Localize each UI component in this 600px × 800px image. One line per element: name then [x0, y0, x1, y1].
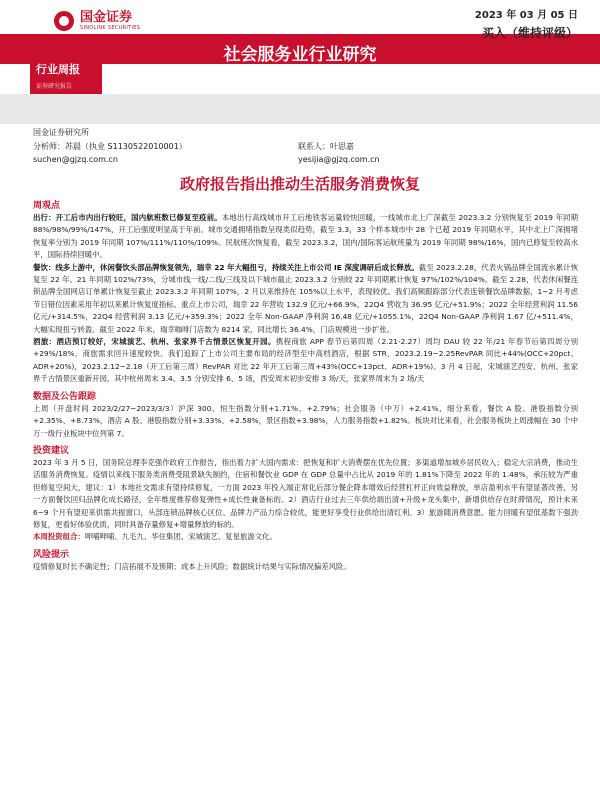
company-logo	[54, 11, 140, 31]
paragraph-risk: 疫情修复时长不确定性；门店拓展不及预期；成本上升风险；数据统计结果与实际情况偏差风险。	[33, 561, 351, 571]
contact-email[interactable]: yesijia@gjzq.com.cn	[298, 155, 380, 164]
section-investment-advice: 投资建议	[33, 445, 70, 456]
paragraph-text: 携程商旅 APP 春节后第四周（2.21-2.27）周均 DAU 较 22 年/21 年春节后第四周分别+29%/18%，商旅需求回升速度较快。我们追踪了上市公司主要布局的经济型至中高档酒店，根据 STR，2023.2.19~2.25RevPAR 同比+44%(OCC+20pct、ADR+20%)，2023.2.12~2.18（开工后第三周）RevPAR 对比 22 年开工后第三周+43%(OCC+13pct、ADR+19%)。3 月 4 日起，宋城演艺西安、杭州、张家界千古情景区重新开园，其中杭州周末 3.4、3.5 分别安排 6、5 场，西安周末初步安排 3 场/天，张家界周末为 2 场/天	[33, 337, 578, 384]
contact-info: 联系人：叶思嘉	[298, 142, 354, 151]
analyst-email[interactable]: suchen@gjzq.com.cn	[33, 155, 118, 164]
logo-cn: 国金证券	[80, 10, 133, 25]
report-subcategory: 证券研究报告	[36, 83, 73, 90]
header-gray-bar	[0, 94, 600, 124]
org-name: 国金证券研究所	[33, 128, 89, 137]
analyst-info: 分析师：苏晨（执业 S1130522010001）	[33, 142, 187, 151]
report-title: 政府报告指出推动生活服务消费恢复	[179, 175, 420, 193]
report-type-box	[30, 56, 102, 94]
paragraph-hotel-travel	[33, 336, 578, 386]
section-risk: 风险提示	[33, 549, 70, 560]
section-data-tracking: 数据及公告跟踪	[33, 391, 97, 402]
paragraph-lead: 酒旅：酒店预订较好，宋城演艺、杭州、张家界千古情景区恢复开园。	[33, 337, 276, 347]
portfolio-line	[33, 531, 578, 543]
logo-en: SINOLINK SECURITIES	[80, 25, 141, 31]
paragraph-text: 截至 2023.2.28，代表火锅品牌全国流水累计恢复至 22 年、21 年同期 102%/73%，分城市线一线/二线/三线及以下城市截止 2023.3.2 分别较 22 年同期累计恢复 97%/102%/104%。截至 2.28，代表休闲餐连锁品牌全国网店订单累计恢复至截止 2023.3.2 年同期 107%，2 月以来维持在 105%以上水平，表现较优。我们高频跟踪部分代表连锁餐饮品牌数据，1~2 月考虑节日错位因素采用年初以来累计恢复度指标。重点上市公司，瑞幸 22 年营收 132.9 亿元/+66.9%，22Q4 营收为 36.95 亿元/+51.9%；2022 全年经营利润 11.56 亿元/+314.5%，22Q4 经营利润 3.13 亿元/+359.3%；2022 全年 Non-GAAP 净利润 16.48 亿元/+1055.1%，22Q4 Non-GAAP 净利润 1.67 亿/+511.4%，大幅实现扭亏转盈。截至 2022 年末，瑞幸咖啡门店数为 8214 家，同比增长 36.4%，门店规模进一步扩张。	[33, 262, 578, 334]
report-date: 2023 年 03 月 05 日	[474, 10, 578, 21]
paragraph-text: 本地出行高线城市开工后地铁客运量较快回暖，一线城市北上广深截至 2023.3.2 分别恢复至 2019 年同期 88%/98%/99%/147%，开工后强度明显高于年前。城市交通拥堵指数呈现类似趋势，截至 3.3，33 个样本城市中 28 个已超 2019 年同期水平，其中北上广深拥堵恢复率分别为 2019 年同期 107%/111%/110%/109%。民航班次恢复看，截至 2023.3.2，国内/国际客运航班量为 2019 年同期 98%/16%，国内已修复至较高水平，国际持续回暖中。	[33, 213, 578, 260]
report-category: 行业周报	[36, 63, 80, 76]
paragraph-lead: 出行：开工后市内出行较旺，国内航班数已修复至疫前。	[33, 213, 222, 222]
section-weekly-view: 周观点	[33, 201, 61, 211]
paragraph-catering	[33, 262, 578, 336]
logo-icon	[54, 11, 74, 31]
paragraph-lead: 餐饮：线多上游中，休闲餐饮头部品牌恢复领先，瑞幸 22 年大幅扭亏，持续关注上市公司 IE 深度调研后成长释放。	[33, 262, 419, 272]
report-body	[33, 195, 578, 573]
paragraph-travel	[33, 212, 578, 262]
industry-title: 社会服务业行业研究	[223, 45, 377, 65]
rating-badge: 买入（维持评级）	[481, 26, 578, 40]
portfolio-label: 本周投资组合：	[33, 532, 85, 542]
paragraph-advice: 2023 年 3 月 5 日，国务院总理李克强作政府工作报告，指出着力扩大国内需求：把恢复和扩大消费摆在优先位置；多渠道增加城乡居民收入；稳定大宗消费，推动生活服务消费恢复。疫情以来线下服务类消费受阻景缺失制约，住宿和餐饮业 GDP 在 GDP 总量中占比从 2019 年的 1.81%下降至 2022 年的 1.48%，承压较为严重但修复空间大，建议：1）本地社交需求有望持续修复，一方面 2023 年投入端正常化后部分餐企降本增效后经营杠杆正向效益释放，单店盈利水平有望显著改善，另一方面餐饮回归品牌化成长路径，全年维度推荐修复弹性+成长性兼备标的。2）酒店行业过去三年供给端出清+升级+龙头集中，新增供给存在时滞情况，预计未来 6~9 个月有望迎来供需共振窗口，头部连锁品牌核心区位、品牌力产品力综合较优，能更好享受行业供给出清红利。3）旅游随消费意愿、能力回暖有望低基数下强劲修复，更看好体验优质，同时具备存量修复+增量释放的标的。	[33, 457, 578, 529]
portfolio-stocks: 呷哺呷哺、九毛九、华住集团、宋城演艺、复星旅游文化。	[84, 532, 277, 542]
paragraph-market-data: 上周（开盘时间 2023/2/27~2023/3/3）沪深 300、恒生指数分别+1.71%、+2.79%；社会服务（中万）+2.41%，细分来看，餐饮 A 股、港股指数分别+2.35%、+8.73%，酒店 A 股、港股指数分别+3.33%、+2.58%，景区指数+3.98%，人力服务指数+1.82%。板块对比来看，社会服务板块上周涨幅在 30 个中万一级行业板块中位列第 7。	[33, 403, 578, 438]
